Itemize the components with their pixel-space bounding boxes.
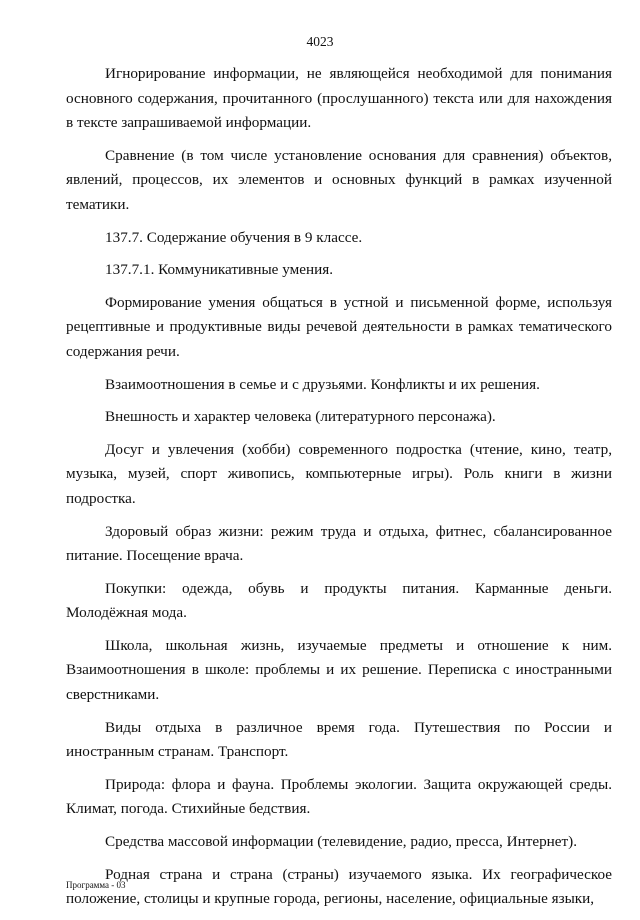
- paragraph: Взаимоотношения в семье и с друзьями. Конфликты и их решения.: [105, 375, 540, 393]
- paragraph: Школа, школьная жизнь, изучаемые предметы и отношение к ним. Взаимоотношения в школе: проблемы и их решение. Переписка с иностранными сверстниками.: [66, 636, 612, 704]
- section-heading: 137.7. Содержание обучения в 9 классе.: [105, 228, 363, 246]
- paragraph: Игнорирование информации, не являющейся необходимой для понимания основного содержания, прочитанного (прослушанного) текста или для нахождения в тексте запрашиваемой информации.: [66, 65, 612, 132]
- paragraph: Средства массовой информации (телевидение, радио, пресса, Интернет).: [105, 833, 578, 851]
- paragraph: Досуг и увлечения (хобби) современного подростка (чтение, кино, театр, музыка, музей, спорт живопись, компьютерные игры). Роль книги в жизни подростка.: [66, 440, 612, 507]
- paragraph: Внешность и характер человека (литературного персонажа).: [105, 408, 496, 426]
- paragraph: Родная страна и страна (страны) изучаемого языка. Их географическое положение, столицы и крупные города, регионы, население, официальные языки,: [66, 865, 612, 908]
- subsection-heading: 137.7.1. Коммуникативные умения.: [105, 261, 333, 279]
- paragraph: Виды отдыха в различное время года. Путешествия по России и иностранным странам. Транспорт.: [66, 718, 612, 761]
- paragraph: Покупки: одежда, обувь и продукты питания. Карманные деньги. Молодёжная мода.: [66, 579, 612, 622]
- paragraph: Здоровый образ жизни: режим труда и отдыха, фитнес, сбалансированное питание. Посещение врача.: [66, 522, 612, 565]
- document-body: [66, 62, 612, 920]
- page-number: 4023: [306, 34, 334, 49]
- paragraph: Формирование умения общаться в устной и письменной форме, используя рецептивные и продуктивные виды речевой деятельности в рамках тематического содержания речи.: [66, 293, 612, 360]
- paragraph: Сравнение (в том числе установление основания для сравнения) объектов, явлений, процессов, их элементов и основных функций в рамках изученной тематики.: [66, 146, 612, 213]
- paragraph: Природа: флора и фауна. Проблемы экологии. Защита окружающей среды. Климат, погода. Стихийные бедствия.: [66, 775, 612, 818]
- footer-label: Программа - 03: [66, 880, 126, 890]
